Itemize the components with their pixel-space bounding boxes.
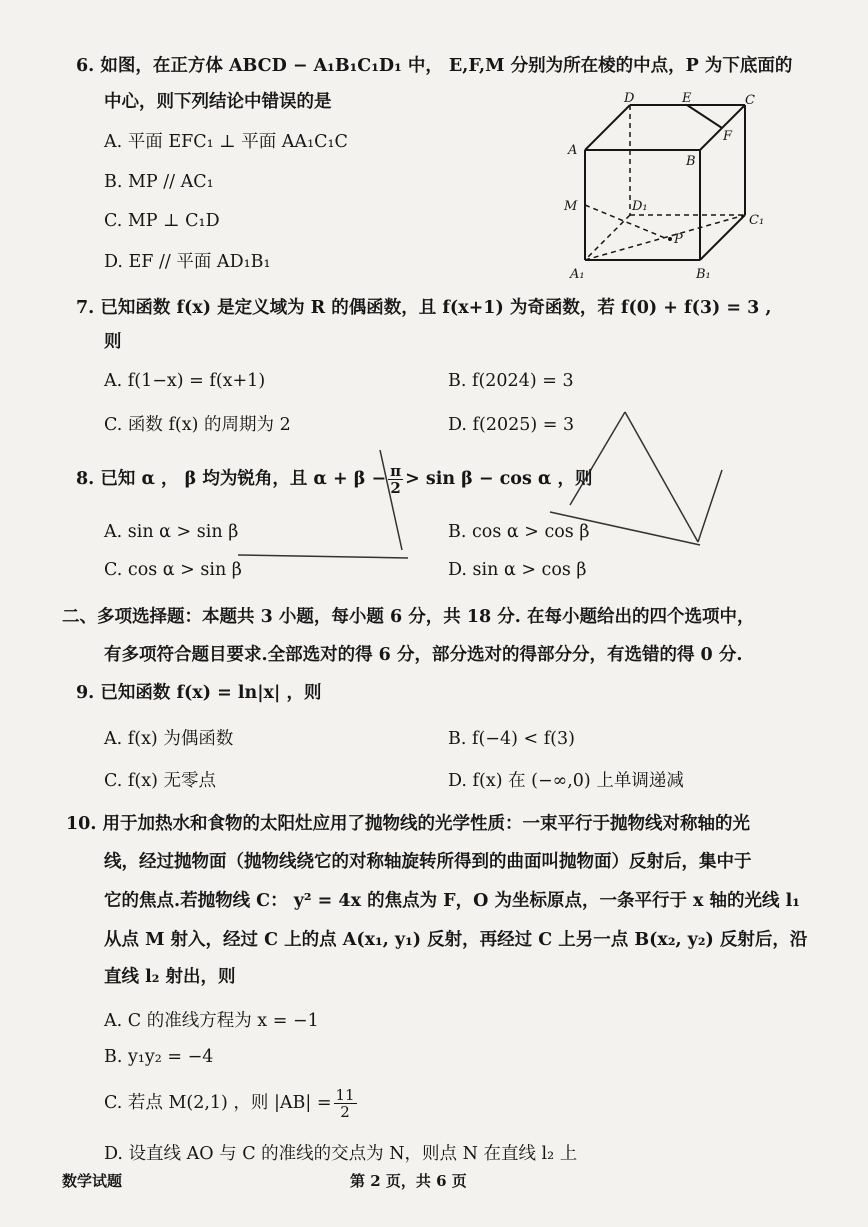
- q8-option-a: A. sin α > sin β: [104, 522, 239, 542]
- q6-option-c: C. MP ⊥ C₁D: [104, 211, 220, 231]
- q6-option-b: B. MP // AC₁: [104, 172, 214, 192]
- q9-option-d: D. f(x) 在 (−∞,0) 上单调递减: [448, 771, 684, 791]
- q6-option-a: A. 平面 EFC₁ ⊥ 平面 AA₁C₁C: [104, 132, 348, 152]
- q7-stem-line2: 则: [104, 332, 122, 352]
- cube-figure: [560, 88, 790, 284]
- fig-label-d1: D₁: [632, 199, 648, 214]
- q8-frac-num: π: [390, 462, 402, 480]
- q8-option-c: C. cos α > sin β: [104, 560, 242, 580]
- q8-option-b: B. cos α > cos β: [448, 522, 590, 542]
- q8-option-d: D. sin α > cos β: [448, 560, 587, 580]
- q6-stem-line2: 中心，则下列结论中错误的是: [104, 92, 332, 112]
- q10-option-d: D. 设直线 AO 与 C 的准线的交点为 N，则点 N 在直线 l₂ 上: [104, 1144, 578, 1164]
- fig-label-b: B: [686, 154, 696, 169]
- section2-line1: 二、多项选择题：本题共 3 小题，每小题 6 分，共 18 分. 在每小题给出的四个选项中，: [62, 607, 755, 627]
- footer-page-number: 第 2 页，共 6 页: [350, 1172, 467, 1190]
- q10-option-b: B. y₁y₂ = −4: [104, 1047, 214, 1067]
- q10-line1: 10. 用于加热水和食物的太阳灶应用了抛物线的光学性质：一束平行于抛物线对称轴的光: [66, 814, 751, 834]
- q8-fraction: [388, 463, 403, 496]
- q9-option-a: A. f(x) 为偶函数: [104, 729, 234, 749]
- q10-line3: 它的焦点.若抛物线 C： y² = 4x 的焦点为 F，O 为坐标原点，一条平行于 x 轴的光线 l₁: [104, 891, 800, 911]
- q8-stem-pre: 8. 已知 α ， β 均为锐角，且 α + β −: [76, 469, 387, 489]
- q9-option-b: B. f(−4) < f(3): [448, 729, 575, 749]
- fig-label-b1: B₁: [696, 267, 711, 282]
- fig-label-d: D: [624, 91, 635, 106]
- q8-frac-den: 2: [390, 479, 401, 497]
- q10-option-c: [104, 1087, 359, 1120]
- fig-label-c1: C₁: [749, 213, 765, 228]
- q10-line4: 从点 M 射入，经过 C 上的点 A(x₁, y₁) 反射，再经过 C 上另一点 B(x₂, y₂) 反射后，沿: [104, 930, 808, 950]
- q6-option-d: D. EF // 平面 AD₁B₁: [104, 252, 271, 272]
- q9-stem: 9. 已知函数 f(x) = ln|x| ，则: [76, 683, 322, 703]
- q10-line2: 线，经过抛物面（抛物线绕它的对称轴旋转所得到的曲面叫抛物面）反射后，集中于: [104, 852, 752, 872]
- fig-label-f: F: [723, 129, 733, 144]
- q8-stem: [76, 463, 592, 496]
- fig-label-c: C: [745, 93, 755, 108]
- q7-option-a: A. f(1−x) = f(x+1): [104, 371, 266, 391]
- q10-option-c-fraction: [334, 1087, 357, 1120]
- q10-frac-den: 2: [340, 1103, 350, 1121]
- q7-option-c: C. 函数 f(x) 的周期为 2: [104, 415, 291, 435]
- q6-stem-line1: 6. 如图，在正方体 ABCD − A₁B₁C₁D₁ 中， E,F,M 分别为所在棱的中点，P 为下底面的: [76, 56, 793, 76]
- q10-line5: 直线 l₂ 射出，则: [104, 967, 236, 987]
- q8-stem-post: > sin β − cos α ，则: [405, 469, 593, 489]
- footer-subject: 数学试题: [62, 1172, 123, 1190]
- q10-option-a: A. C 的准线方程为 x = −1: [104, 1011, 319, 1031]
- section2-line2: 有多项符合题目要求.全部选对的得 6 分，部分选对的得部分分，有选错的得 0 分.: [104, 645, 743, 665]
- q10-frac-num: 11: [335, 1086, 355, 1104]
- q10-option-c-pre: C. 若点 M(2,1) ，则 |AB| =: [104, 1093, 332, 1113]
- q7-stem-line1: 7. 已知函数 f(x) 是定义域为 R 的偶函数，且 f(x+1) 为奇函数，若 f(0) + f(3) = 3 ,: [76, 298, 772, 318]
- q7-option-b: B. f(2024) = 3: [448, 371, 574, 391]
- fig-label-a1: A₁: [570, 267, 585, 282]
- q9-option-c: C. f(x) 无零点: [104, 771, 216, 791]
- fig-label-m: M: [564, 199, 578, 214]
- fig-label-a: A: [568, 143, 578, 158]
- q7-option-d: D. f(2025) = 3: [448, 415, 575, 435]
- fig-label-p: P: [674, 232, 683, 247]
- fig-label-e: E: [682, 91, 692, 106]
